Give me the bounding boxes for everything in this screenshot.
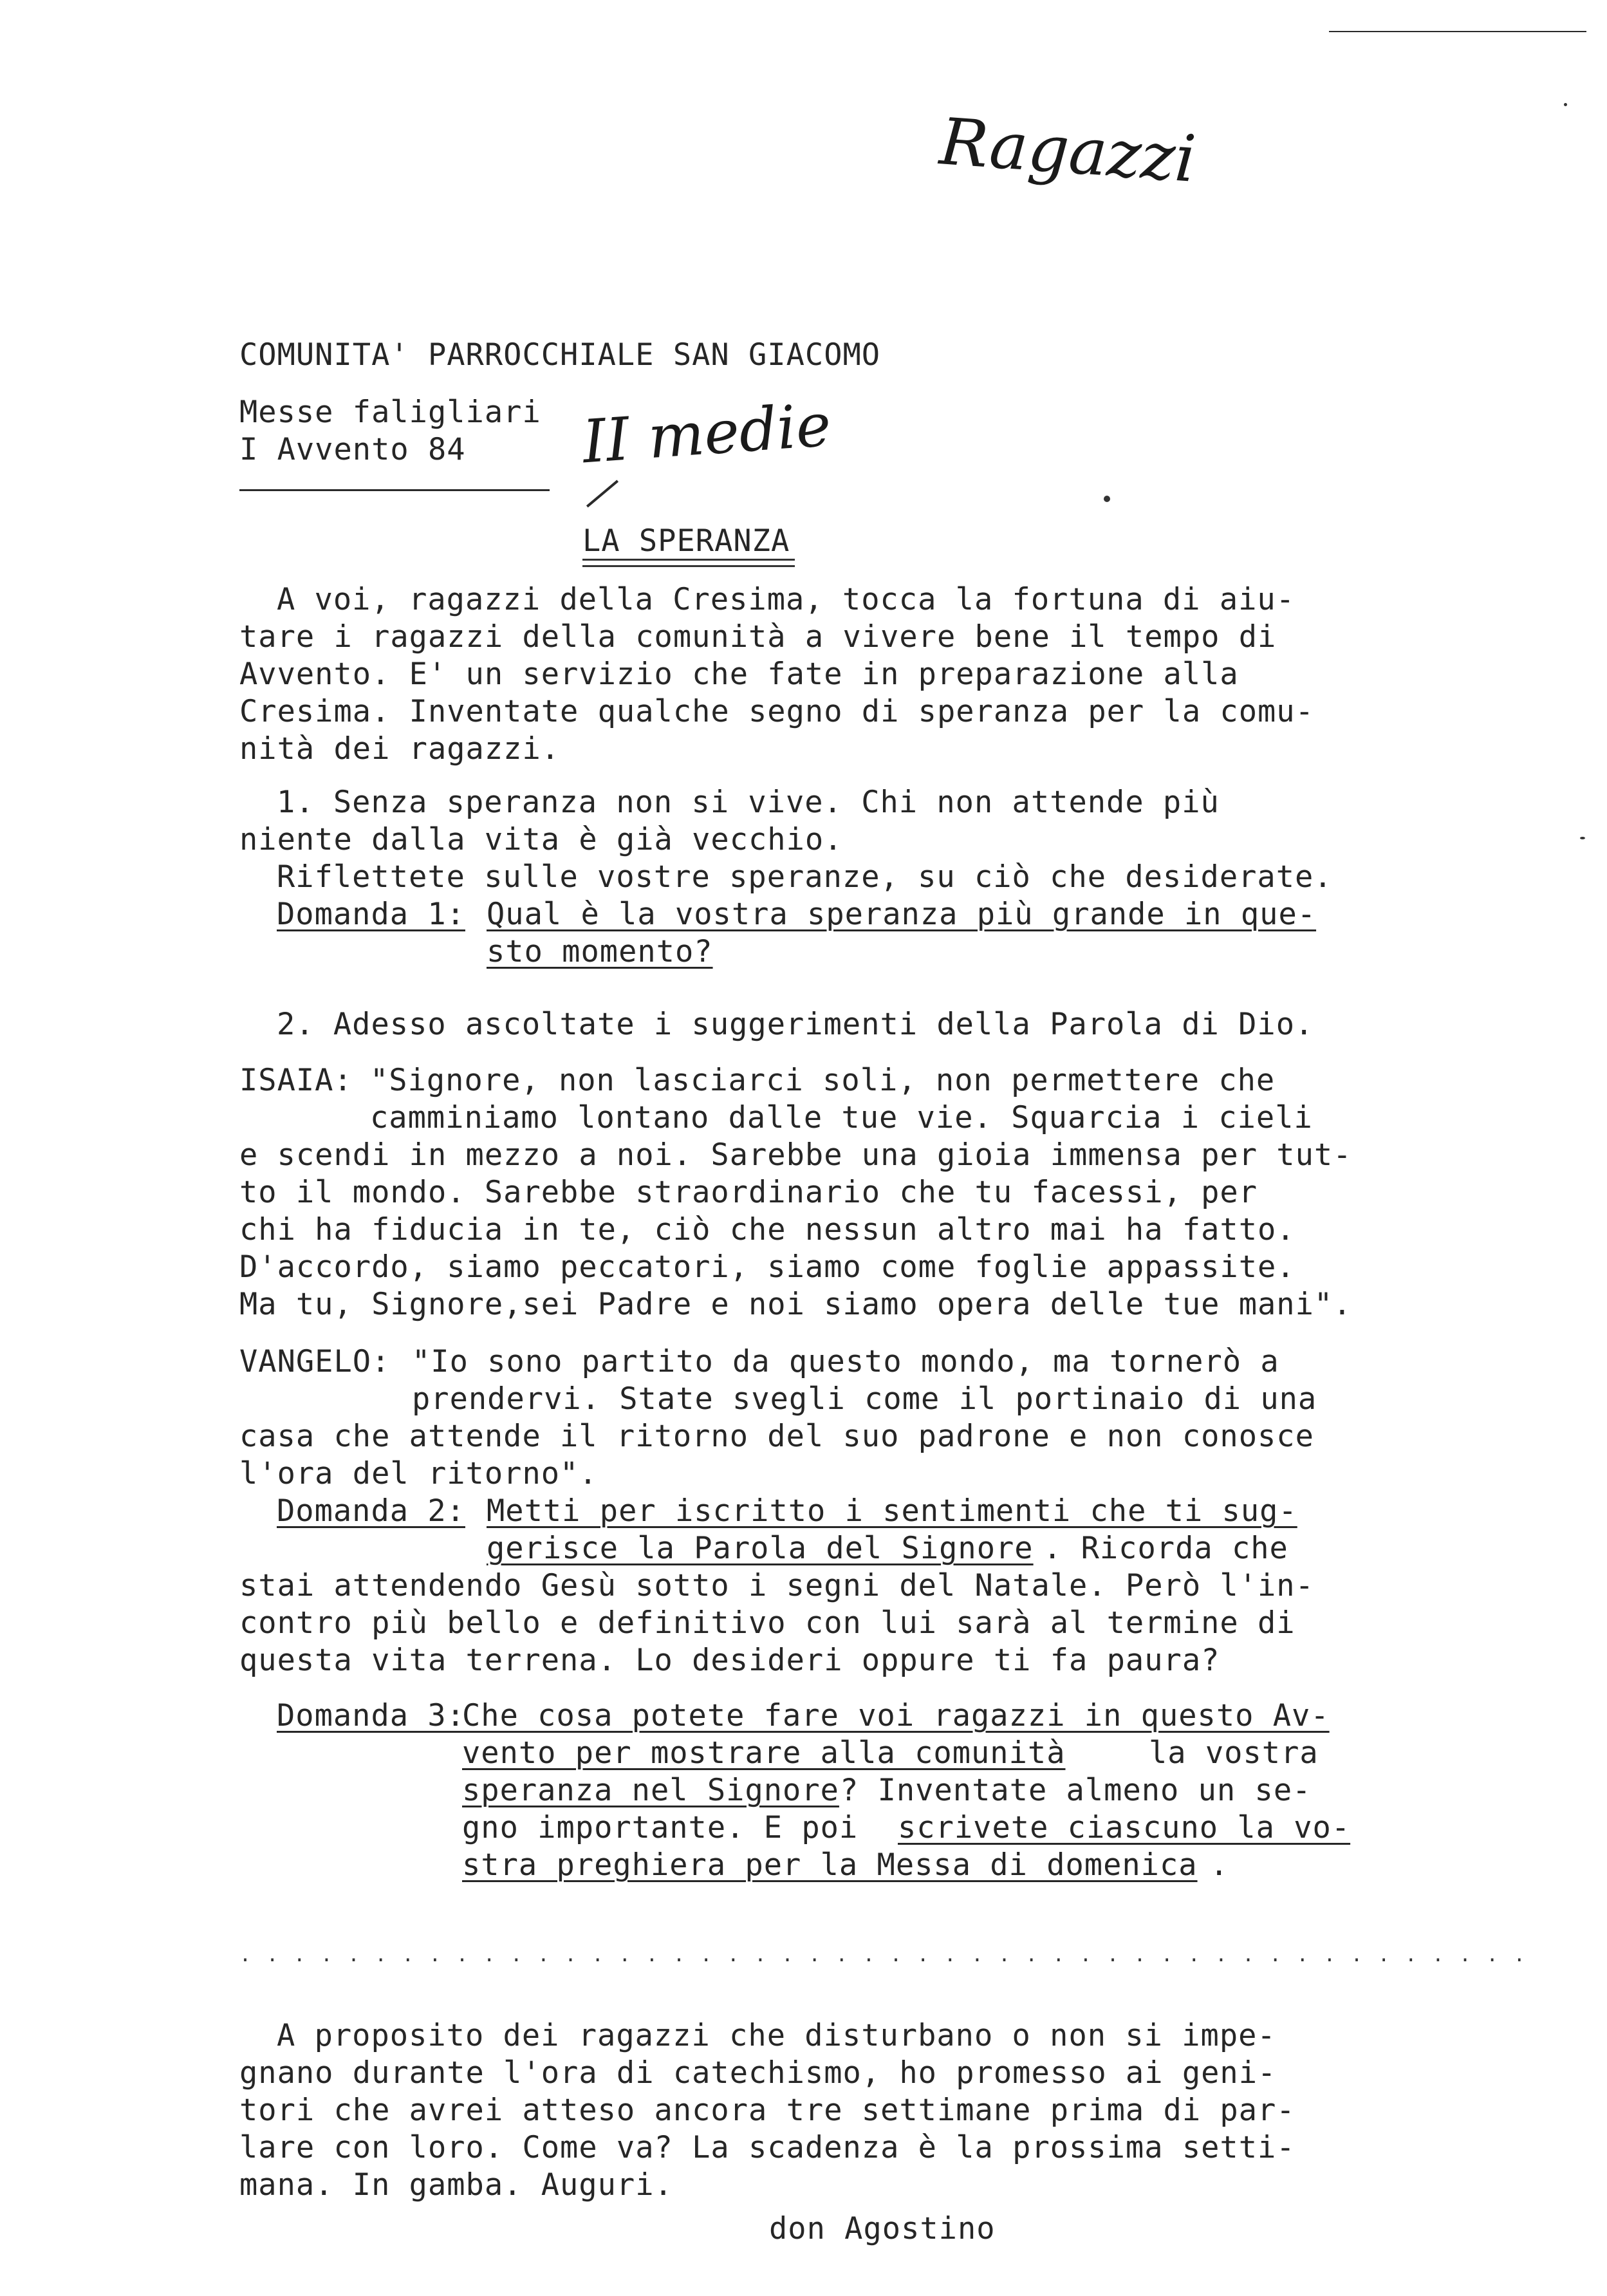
isaia-line: to il mondo. Sarebbe straordinario che tu facessi, per <box>239 1175 1258 1210</box>
question-2-text: Metti per iscritto i sentimenti che ti sug- <box>487 1493 1297 1529</box>
parish-header: COMUNITA' PARROCCHIALE SAN GIACOMO <box>239 337 881 373</box>
question-3-text: la vostra <box>1149 1735 1319 1771</box>
question-3-text: ? Inventate almeno un se- <box>840 1773 1312 1808</box>
advent-date: I Avvento 84 <box>239 432 466 467</box>
isaia-label: ISAIA: <box>239 1063 353 1098</box>
question-1-label: Domanda 1: <box>277 897 465 932</box>
question-3-text: scrivete ciascuno la vo- <box>898 1810 1351 1845</box>
vangelo-label: VANGELO: <box>239 1344 391 1379</box>
question-2-text: contro più bello e definitivo con lui sarà al termine di <box>239 1605 1296 1641</box>
intro-line: A voi, ragazzi della Cresima, tocca la fortuna di aiu- <box>277 582 1296 617</box>
intro-line: tare i ragazzi della comunità a vivere bene il tempo di <box>239 619 1277 655</box>
handwritten-level: II medie <box>580 390 833 477</box>
question-3-text: speranza nel Signore <box>462 1773 839 1808</box>
dotted-separator: . . . . . . . . . . . . . . . . . . . . . . . . . . . . . . . . . . . . . . . . . . . . . . . . <box>239 1944 1527 1966</box>
section1-line: niente dalla vita è già vecchio. <box>239 822 843 857</box>
question-2-text: gerisce la Parola del Signore <box>487 1531 1034 1566</box>
header-rule <box>239 489 550 491</box>
closing-line: mana. In gamba. Auguri. <box>239 2167 673 2203</box>
question-1-text: Qual è la vostra speranza più grande in que- <box>487 897 1317 932</box>
signature: don Agostino <box>769 2211 996 2246</box>
closing-line: gnano durante l'ora di catechismo, ho promesso ai geni- <box>239 2055 1277 2091</box>
question-2-text: questa vita terrena. Lo desideri oppure ti fa paura? <box>239 1643 1220 1678</box>
isaia-line: e scendi in mezzo a noi. Sarebbe una gioia immensa per tut- <box>239 1137 1352 1173</box>
isaia-line: Ma tu, Signore,sei Padre e noi siamo opera delle tue mani". <box>239 1287 1352 1322</box>
question-3-text: stra preghiera per la Messa di domenica <box>462 1847 1198 1883</box>
question-2-text: . Ricorda che <box>1043 1531 1288 1566</box>
section1-line: Riflettete sulle vostre speranze, su ciò che desiderate. <box>277 859 1333 895</box>
isaia-line: D'accordo, siamo peccatori, siamo come foglie appassite. <box>239 1249 1296 1285</box>
scan-speck <box>1104 496 1110 502</box>
intro-line: Avvento. E' un servizio che fate in preparazione alla <box>239 657 1239 692</box>
question-3-text: gno importante. E poi <box>462 1810 877 1845</box>
isaia-line: camminiamo lontano dalle tue vie. Squarcia i cieli <box>370 1100 1313 1135</box>
isaia-line: chi ha fiducia in te, ciò che nessun altro mai ha fatto. <box>239 1212 1296 1247</box>
intro-line: nità dei ragazzi. <box>239 731 561 767</box>
question-1-text: sto momento? <box>487 934 713 969</box>
vangelo-line: "Io sono partito da questo mondo, ma tornerò a <box>412 1344 1279 1379</box>
intro-line: Cresima. Inventate qualche segno di speranza per la comu- <box>239 694 1314 729</box>
closing-line: lare con loro. Come va? La scadenza è la prossima setti- <box>239 2130 1296 2165</box>
vangelo-line: casa che attende il ritorno del suo padrone e non conosce <box>239 1419 1314 1454</box>
question-3-label: Domanda 3: <box>277 1698 465 1733</box>
title-double-rule <box>582 559 795 567</box>
section2-heading: 2. Adesso ascoltate i suggerimenti della Parola di Dio. <box>277 1007 1314 1042</box>
scan-top-rule <box>1329 31 1586 32</box>
question-3-text: . <box>1210 1847 1229 1883</box>
question-3-text: Che cosa potete fare voi ragazzi in questo Av- <box>462 1698 1330 1733</box>
question-3-text: vento per mostrare alla comunità <box>462 1735 1066 1771</box>
question-2-label: Domanda 2: <box>277 1493 465 1529</box>
section1-line: 1. Senza speranza non si vive. Chi non attende più <box>277 785 1220 820</box>
question-2-text: stai attendendo Gesù sotto i segni del Natale. Però l'in- <box>239 1568 1314 1603</box>
handwritten-ragazzi: Ragazzi <box>937 104 1198 197</box>
vangelo-line: l'ora del ritorno". <box>239 1456 598 1491</box>
scan-speck <box>1564 103 1567 106</box>
mass-type: Messe faligliari <box>239 395 541 430</box>
page-title: LA SPERANZA <box>582 523 790 559</box>
closing-line: A proposito dei ragazzi che disturbano o non si impe- <box>277 2018 1276 2053</box>
closing-line: tori che avrei atteso ancora tre settimane prima di par- <box>239 2093 1296 2128</box>
isaia-line: "Signore, non lasciarci soli, non permettere che <box>370 1063 1276 1098</box>
handwritten-stroke <box>586 480 618 508</box>
vangelo-line: prendervi. State svegli come il portinaio di una <box>412 1381 1317 1417</box>
scan-speck <box>1580 837 1585 839</box>
